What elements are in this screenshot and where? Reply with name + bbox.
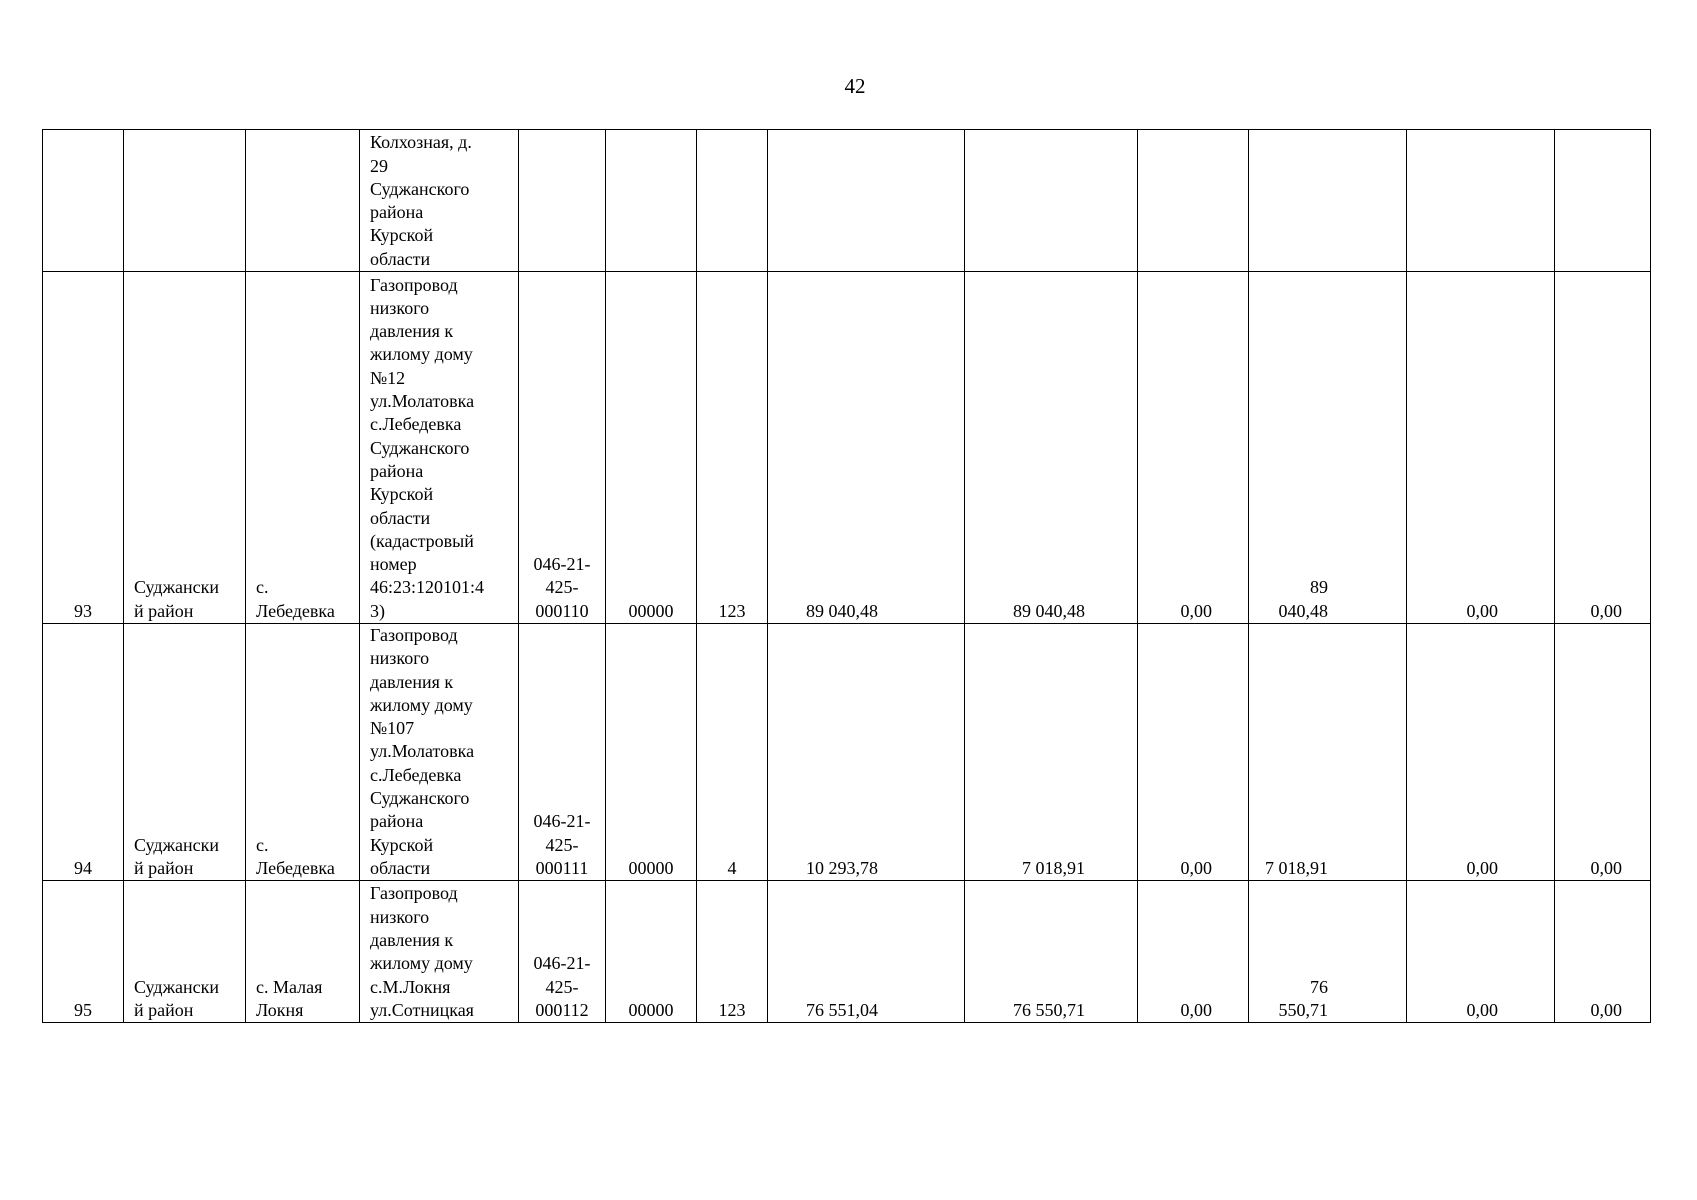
table-row xyxy=(43,130,1651,272)
residual-value-cell xyxy=(965,881,1138,1023)
locality: с. Лебедевка xyxy=(256,834,335,878)
value-4-cell xyxy=(1555,272,1651,624)
registry-code-cell xyxy=(519,881,606,1023)
registry-code: 046-21- 425- 000111 xyxy=(533,811,591,878)
okof-code: 00000 xyxy=(628,857,674,878)
okof-code: 00000 xyxy=(628,999,674,1020)
balance-value-cell xyxy=(768,624,965,881)
value-3-cell xyxy=(1407,881,1555,1023)
row-number: 94 xyxy=(74,857,92,878)
registry-code-cell xyxy=(519,624,606,881)
locality-cell xyxy=(246,624,360,881)
property-registry-table xyxy=(42,129,1651,1023)
quantity-cell xyxy=(697,881,768,1023)
locality-cell xyxy=(246,881,360,1023)
value-2: 89 040,48 xyxy=(1278,577,1328,621)
locality-cell xyxy=(246,272,360,624)
quantity: 123 xyxy=(718,600,746,621)
quantity-cell xyxy=(697,624,768,881)
balance-value-cell xyxy=(768,881,965,1023)
locality-cell xyxy=(246,130,360,272)
okof-cell xyxy=(606,881,697,1023)
district-cell xyxy=(124,624,246,881)
row-number-cell xyxy=(43,881,124,1023)
value-3-cell xyxy=(1407,130,1555,272)
object-description-cell xyxy=(360,130,519,272)
okof-cell xyxy=(606,272,697,624)
page-number: 42 xyxy=(844,74,866,98)
depreciation: 0,00 xyxy=(1180,999,1212,1020)
object-description-cell xyxy=(360,272,519,624)
table-row xyxy=(43,881,1651,1023)
depreciation: 0,00 xyxy=(1180,857,1212,878)
value-2-cell xyxy=(1249,130,1407,272)
depreciation: 0,00 xyxy=(1180,600,1212,621)
balance-value-cell xyxy=(768,272,965,624)
district-cell xyxy=(124,272,246,624)
object-description: Газопровод низкого давления к жилому дому №12 ул.Молатовка с.Лебедевка Суджанского района Курской области (кадастровый номер 46:23:120101:4 3) xyxy=(370,274,485,621)
depreciation-cell xyxy=(1138,272,1249,624)
quantity: 123 xyxy=(718,999,746,1020)
residual-value: 89 040,48 xyxy=(1013,600,1085,621)
registry-code: 046-21- 425- 000112 xyxy=(533,953,591,1020)
locality: с. Малая Локня xyxy=(256,976,323,1020)
value-3: 0,00 xyxy=(1466,857,1498,878)
value-2: 76 550,71 xyxy=(1278,976,1328,1020)
registry-code-cell xyxy=(519,272,606,624)
okof-cell xyxy=(606,130,697,272)
value-4-cell xyxy=(1555,624,1651,881)
value-4: 0,00 xyxy=(1590,857,1622,878)
registry-code-cell xyxy=(519,130,606,272)
value-2: 7 018,91 xyxy=(1265,857,1328,878)
residual-value-cell xyxy=(965,130,1138,272)
balance-value: 89 040,48 xyxy=(806,600,878,621)
table-row xyxy=(43,272,1651,624)
okof-cell xyxy=(606,624,697,881)
depreciation-cell xyxy=(1138,624,1249,881)
value-2-cell xyxy=(1249,272,1407,624)
balance-value: 10 293,78 xyxy=(806,857,878,878)
quantity-cell xyxy=(697,130,768,272)
residual-value-cell xyxy=(965,272,1138,624)
value-3-cell xyxy=(1407,624,1555,881)
depreciation-cell xyxy=(1138,881,1249,1023)
residual-value-cell xyxy=(965,624,1138,881)
object-description-cell xyxy=(360,881,519,1023)
balance-value: 76 551,04 xyxy=(806,999,878,1020)
registry-code: 046-21- 425- 000110 xyxy=(533,554,591,621)
quantity-cell xyxy=(697,272,768,624)
residual-value: 76 550,71 xyxy=(1013,999,1085,1020)
okof-code: 00000 xyxy=(628,600,674,621)
value-3: 0,00 xyxy=(1466,999,1498,1020)
value-3: 0,00 xyxy=(1466,600,1498,621)
district-cell xyxy=(124,881,246,1023)
value-4: 0,00 xyxy=(1590,999,1622,1020)
table-row xyxy=(43,624,1651,881)
depreciation-cell xyxy=(1138,130,1249,272)
row-number: 93 xyxy=(74,600,92,621)
object-description: Колхозная, д. 29 Суджанского района Курской области xyxy=(370,132,472,269)
value-2-cell xyxy=(1249,881,1407,1023)
district: Суджански й район xyxy=(134,834,220,878)
object-description-cell xyxy=(360,624,519,881)
object-description: Газопровод низкого давления к жилому дому с.М.Локня ул.Сотницкая xyxy=(370,883,474,1020)
value-3-cell xyxy=(1407,272,1555,624)
object-description: Газопровод низкого давления к жилому дому №107 ул.Молатовка с.Лебедевка Суджанского района Курской области xyxy=(370,625,475,878)
residual-value: 7 018,91 xyxy=(1022,857,1085,878)
quantity: 4 xyxy=(727,857,737,878)
locality: с. Лебедевка xyxy=(256,577,335,621)
district-cell xyxy=(124,130,246,272)
row-number-cell xyxy=(43,624,124,881)
row-number-cell xyxy=(43,272,124,624)
row-number-cell xyxy=(43,130,124,272)
row-number: 95 xyxy=(74,999,92,1020)
value-2-cell xyxy=(1249,624,1407,881)
district: Суджански й район xyxy=(134,577,220,621)
value-4-cell xyxy=(1555,130,1651,272)
value-4: 0,00 xyxy=(1590,600,1622,621)
value-4-cell xyxy=(1555,881,1651,1023)
district: Суджански й район xyxy=(134,976,220,1020)
balance-value-cell xyxy=(768,130,965,272)
